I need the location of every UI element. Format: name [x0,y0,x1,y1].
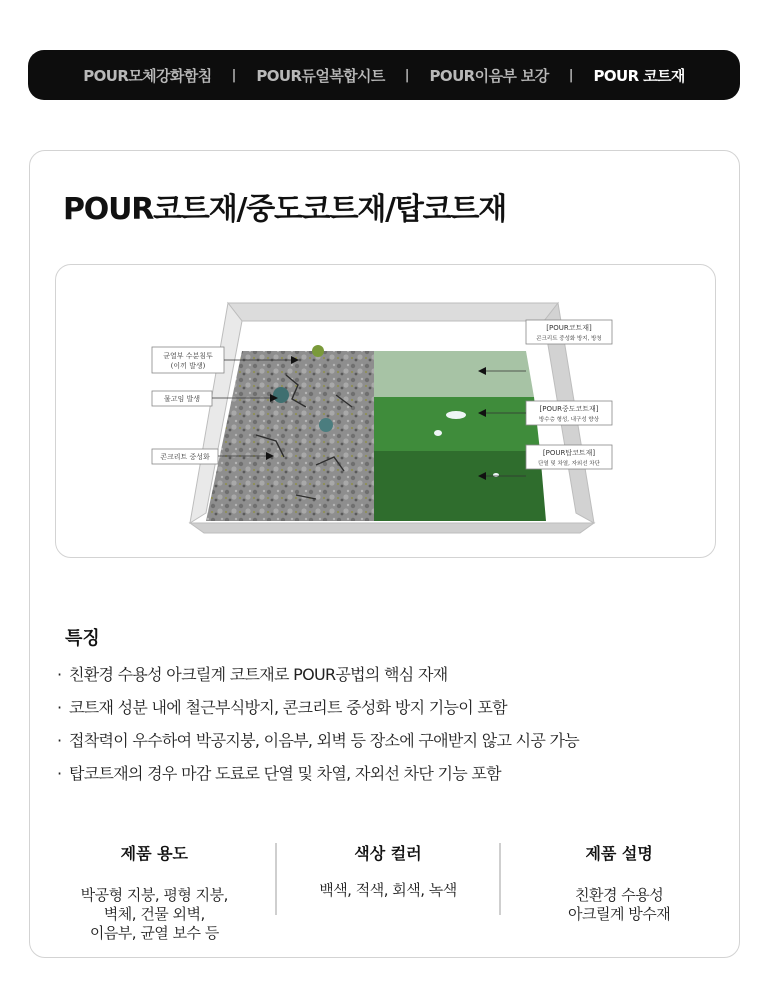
info-usage-heading: 제품 용도 [120,844,189,863]
feature-item [57,691,579,724]
feature-bullet: · [57,698,62,717]
feature-text: 탑코트재의 경우 마감 도료로 단열 및 차열, 자외선 차단 기능 포함 [69,764,501,783]
feature-item [57,757,579,790]
water-puddle-mark [319,418,333,432]
left-label-1-line2: (이끼 발생) [170,362,206,370]
features-list [57,658,579,790]
feature-bullet: · [57,764,62,783]
right-label-2-line1: [POUR중도코트재] [539,405,599,413]
left-label-3-text: 콘크리트 중성화 [160,453,210,461]
info-description [501,835,737,945]
features-title: 특징 [65,628,100,649]
product-info-row [34,835,737,945]
tab-pour-reinforcement[interactable]: POUR모체강화함침 [83,66,212,85]
tab-pour-coating[interactable]: POUR 코트재 [593,66,685,85]
tray-front-wall [190,523,594,533]
info-usage-body: 박공형 지붕, 평형 지붕, 벽체, 건물 외벽, 이음부, 균열 보수 등 [80,886,228,942]
feature-item [57,724,579,757]
feature-text: 접착력이 우수하여 박공지붕, 이음부, 외벽 등 장소에 구애받지 않고 시공 가능 [69,731,580,750]
info-colors-heading: 색상 컬러 [354,844,422,863]
info-colors-body: 백색, 적색, 회색, 녹색 [319,881,457,899]
tab-pour-dual-sheet[interactable]: POUR듀얼복합시트 [256,66,385,85]
tray-back-wall [228,303,558,321]
water-puddle-mark [273,387,289,403]
left-label-2-text: 물고임 발생 [163,395,201,403]
feature-item [57,658,579,691]
product-card [29,150,740,958]
base-coat-layer [374,451,546,521]
category-tab-bar [28,50,740,100]
info-colors [277,835,500,945]
right-label-2-line2: 방수층 형성, 내구성 향상 [538,417,600,423]
tab-separator: | [568,67,574,83]
info-description-heading: 제품 설명 [585,844,653,863]
feature-bullet: · [57,665,62,684]
right-label-1-line2: 콘크리트 중성화 방지, 방청 [536,336,602,342]
info-usage [34,835,275,945]
tab-separator: | [404,67,410,83]
top-coat-layer [374,351,534,397]
tab-separator: | [231,67,237,83]
water-droplet [434,430,442,436]
mid-coat-layer [374,397,540,451]
water-droplet [446,411,466,419]
feature-bullet: · [57,731,62,750]
tab-pour-joint[interactable]: POUR이음부 보강 [429,66,549,85]
page-title: POUR코트재/중도코트재/탑코트재 [63,192,507,227]
right-label-3-line2: 단열 및 차열, 자외선 차단 [538,461,600,467]
info-description-body: 친환경 수용성 아크릴계 방수재 [568,886,671,923]
moss-mark [312,345,324,357]
left-label-1-line1: 균열부 수분침투 [163,352,213,360]
right-label-1-line1: [POUR코트재] [546,324,592,332]
right-label-3-line1: [POUR탑코트재] [542,449,596,457]
diagram-illustration [56,265,716,558]
feature-text: 코트재 성분 내에 철근부식방지, 콘크리트 중성화 방지 기능이 포함 [69,698,507,717]
coating-layer-diagram [55,264,716,558]
feature-text: 친환경 수용성 아크릴계 코트재로 POUR공법의 핵심 자재 [69,665,448,684]
